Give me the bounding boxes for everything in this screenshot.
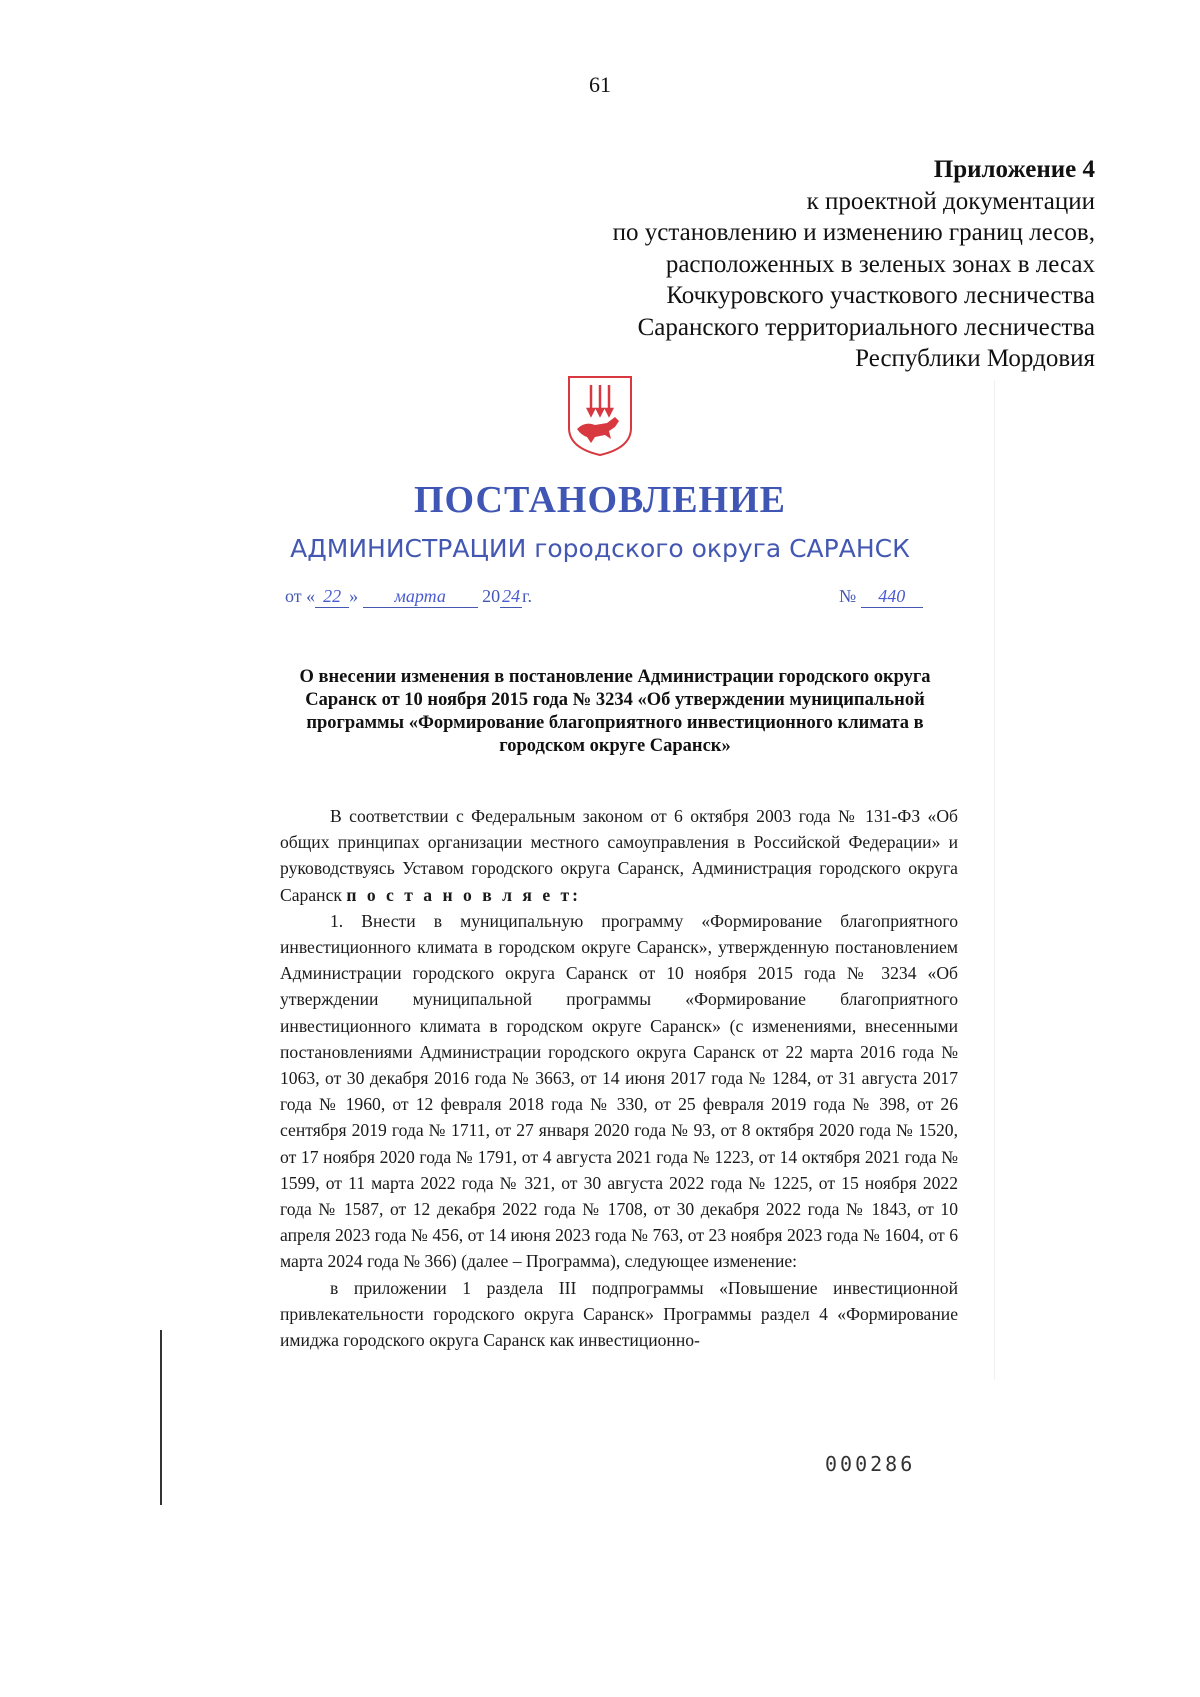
date-mid: » — [349, 586, 359, 606]
body-paragraph — [280, 803, 958, 908]
decree-body — [280, 803, 958, 1353]
decree-title: ПОСТАНОВЛЕНИЕ — [413, 479, 787, 521]
resolves-keyword: п о с т а н о в л я е т: — [346, 884, 582, 905]
date-day: 22 — [315, 586, 349, 608]
appendix-line: Саранского территориального лесничества — [637, 313, 1095, 341]
appendix-line: по установлению и изменению границ лесов, — [612, 219, 1095, 246]
date-month: марта — [363, 586, 478, 608]
body-paragraph: 1. Внести в муниципальную программу «Формирование благоприятного инвестиционного климата в городском округе Саранск», утвержденную постановлением Администрации городского округа Саранск от 10 ноября 2015 года № 3234 «Об утверждении муниципальной программы «Формирование благоприятного инвестиционного климата в городском округе Саранск» (с изменениями, внесенными постановлениями Администрации городского округа Саранск от 22 марта 2016 года № 1063, от 30 декабря 2016 года № 3663, от 14 июня 2017 года № 1284, от 31 августа 2017 года № 1960, от 12 февраля 2018 года № 330, от 25 февраля 2019 года № 398, от 26 сентября 2019 года № 1711, от 27 января 2020 года № 93, от 8 октября 2020 года № 1520, от 17 ноября 2020 года № 1791, от 4 августа 2021 года № 1223, от 14 октября 2021 года № 1599, от 11 марта 2022 года № 321, от 30 августа 2022 года № 1225, от 15 ноября 2022 года № 1587, от 12 декабря 2022 года № 1708, от 30 декабря 2022 года № 1843, от 10 апреля 2023 года № 456, от 14 июня 2023 года № 763, от 23 ноября 2023 года № 1604, от 6 марта 2024 года № 366) (далее – Программа), следующее изменение: — [280, 910, 958, 1272]
date-suffix: г. — [522, 586, 532, 606]
body-text: В соответствии с Федеральным законом от 6 октября 2003 года № 131-ФЗ «Об общих принципах организации местного самоуправления в Российской Федерации» и руководствуясь Уставом городского округа Саранск, Администрация городского округа Саранск — [280, 806, 958, 905]
appendix-title: Приложение 4 — [933, 156, 1095, 183]
number-prefix: № — [839, 586, 857, 606]
decree-number — [839, 586, 923, 608]
body-paragraph: в приложении 1 раздела III подпрограммы «Повышение инвестиционной привлекательности городского округа Саранск» Программы раздел 4 «Формирование имиджа городского округа Саранск как инвестиционно- — [280, 1277, 958, 1351]
appendix-line: расположенных в зеленых зонах в лесах — [665, 250, 1095, 278]
decree-subtitle: АДМИНИСТРАЦИИ городского округа САРАНСК — [290, 534, 910, 563]
appendix-block — [495, 154, 1095, 375]
serial-number: 000286 — [825, 1452, 916, 1476]
fox-arrows-coat-of-arms-icon — [565, 373, 635, 458]
date-year-prefix: 20 — [482, 586, 501, 606]
appendix-line: Кочкуровского участкового лесничества — [666, 282, 1095, 309]
appendix-line: Республики Мордовия — [855, 345, 1095, 372]
number-value: 440 — [861, 586, 923, 608]
decree-date — [285, 586, 532, 608]
scan-edge — [994, 380, 995, 1380]
appendix-line: к проектной документации — [806, 187, 1095, 215]
scan-edge — [160, 1330, 162, 1505]
page-number: 61 — [589, 72, 611, 97]
decree-heading: О внесении изменения в постановление Администрации городского округа Саранск от 10 ноября 2015 года № 3234 «Об утверждении муниципальной программы «Формирование благоприятного инвестиционного климата в городском округе Саранск» — [299, 667, 931, 756]
date-year: 24 — [502, 586, 521, 606]
date-prefix: от « — [285, 586, 316, 606]
